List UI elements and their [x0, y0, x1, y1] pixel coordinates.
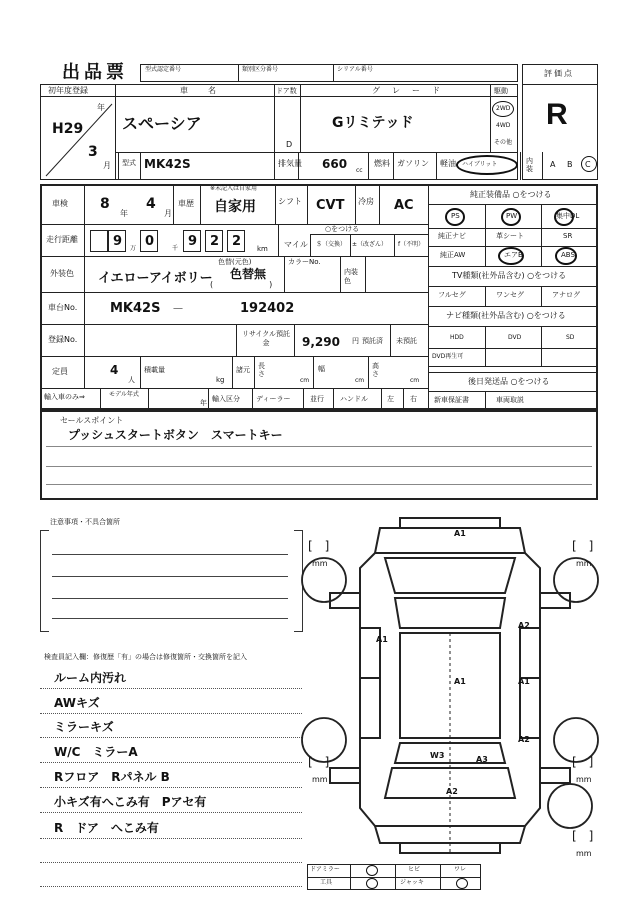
- footer-mirror-circle: [366, 865, 378, 876]
- mileage-man: 万: [130, 245, 137, 252]
- footer-crack: ヒビ: [408, 866, 421, 873]
- oem-navi: 純正ナビ: [438, 232, 466, 240]
- chassis-model: MK42S: [110, 301, 161, 316]
- note-line-1: ルーム内汚れ: [54, 671, 127, 685]
- oem-abs-circle: [555, 247, 577, 265]
- sales-point-text: プッシュスタートボタン スマートキー: [68, 428, 283, 442]
- displacement-label: 排気量: [278, 159, 302, 168]
- drive-other: その他: [494, 139, 513, 146]
- tire-mm-fr: mm: [576, 559, 592, 568]
- oem-airbag-circle: [498, 247, 524, 265]
- chassis-label: 車台No.: [48, 303, 78, 312]
- history-note: ※未記入は自家用: [210, 185, 258, 192]
- handle-right: 右: [410, 395, 417, 403]
- recycle-value: 9,290: [302, 335, 340, 349]
- note-line-6: 小キズ有へこみ有 Pアセ有: [54, 795, 207, 809]
- tire-mm-fl: mm: [312, 559, 328, 568]
- tire-bracket-rr: [ ]: [572, 755, 594, 769]
- import-dealer: ディーラー: [256, 395, 291, 403]
- drive-label: 駆動: [494, 87, 508, 95]
- fuel-hybrid-circle: [456, 155, 518, 175]
- car-damage-diagram: [300, 508, 600, 868]
- import-parallel: 並行: [310, 395, 324, 403]
- tire-mm-rl: mm: [312, 775, 328, 784]
- recycle-label: リサイクル預託金: [241, 330, 291, 347]
- door-count-label: ドア数: [276, 87, 297, 95]
- width-label: 幅: [318, 365, 325, 373]
- inspection-label: 車検: [52, 199, 68, 208]
- handle-left: 左: [387, 395, 394, 403]
- tire-bracket-fr: [ ]: [572, 539, 594, 553]
- mileage-km: km: [257, 245, 268, 253]
- navi-sd: SD: [566, 334, 575, 341]
- recycle-unit: 円: [352, 337, 359, 345]
- displacement-value: 660: [322, 157, 348, 171]
- form-title: 出品票: [62, 62, 128, 83]
- note-line-7: R ドア へこみ有: [54, 821, 159, 835]
- recycle-deposited: 預託済: [362, 337, 383, 345]
- oem-title: 純正装備品 ○をつける: [470, 190, 552, 199]
- load-label: 積載量: [144, 366, 165, 374]
- footer-tools: 工具: [320, 879, 333, 886]
- meter-unknown: f（不明）: [398, 241, 425, 248]
- damage-label-right-side: A1: [518, 677, 530, 686]
- model-value: MK42S: [144, 157, 191, 171]
- capacity-value: 4: [110, 363, 119, 377]
- tv-analog: アナログ: [552, 291, 580, 299]
- oem-central-lock: 集中DL: [556, 212, 580, 220]
- grade-header: グ レ ー ド: [372, 86, 442, 95]
- grade-label: 評価点: [544, 69, 574, 78]
- meter-note: ○をつける: [325, 225, 360, 233]
- mileage-digit-2: 0: [145, 234, 155, 249]
- height-label: 高さ: [372, 362, 379, 378]
- door-value: D: [286, 140, 293, 149]
- oem-leather: 革シート: [496, 232, 524, 240]
- note-line-4: W/C ミラーA: [54, 745, 138, 759]
- height-unit: cm: [410, 377, 420, 384]
- grade-name-value: Gリミテッド: [332, 115, 414, 131]
- recycle-not-deposited: 未預託: [396, 337, 417, 345]
- repaint-label: 色替(元色): [218, 258, 252, 266]
- oem-airbag: エアB: [504, 251, 523, 259]
- inspection-year: 8: [100, 196, 110, 212]
- grade-value: R: [546, 98, 568, 131]
- sales-point-box: [40, 410, 598, 500]
- sales-point-label: セールスポイント: [60, 416, 124, 425]
- interior-label: 内装: [526, 157, 533, 173]
- tire-bracket-rl: [ ]: [308, 755, 330, 769]
- capacity-unit: 人: [128, 376, 135, 384]
- model-year-unit: 年: [200, 399, 207, 407]
- repaint-value: 色替無: [230, 267, 267, 281]
- handle-label: ハンドル: [340, 395, 368, 403]
- fuel-gasoline: ガソリン: [397, 159, 429, 168]
- registration-label: 登録No.: [48, 335, 78, 344]
- tire-bracket-spare: [ ]: [572, 829, 594, 843]
- load-unit: kg: [216, 376, 225, 384]
- mileage-sen: 千: [172, 245, 179, 252]
- mileage-digit-1: 9: [113, 234, 123, 249]
- later-warranty: 新車保証書: [434, 396, 469, 404]
- oem-ps: PS: [451, 212, 460, 220]
- footer-jack-circle: [456, 878, 468, 889]
- mileage-label: 走行距離: [46, 235, 78, 244]
- cooler-value: AC: [394, 198, 414, 213]
- form-id-box: [140, 64, 518, 82]
- caution-label: 注意事項・不具合箇所: [50, 518, 120, 526]
- fuel-hybrid: ハイブリット: [462, 161, 498, 168]
- year-unit: 年: [97, 103, 105, 112]
- exterior-value: イエローアイボリー: [98, 271, 213, 286]
- meter-exchange: ＄（交換）: [316, 241, 347, 248]
- footer-tools-circle: [366, 878, 378, 889]
- drive-2wd-circle: [492, 101, 514, 117]
- first-reg-month: 3: [88, 144, 98, 160]
- footer-break: ワレ: [454, 866, 467, 873]
- footer-door-mirror: ドアミラー: [310, 866, 340, 873]
- navi-dvd: DVD: [508, 334, 522, 341]
- note-line-5: Rフロア Rパネル B: [54, 770, 170, 784]
- model-year-label: モデル年式: [109, 391, 139, 398]
- note-line-2: AWキズ: [54, 696, 100, 710]
- later-title: 後日発送品 ○をつける: [468, 377, 550, 386]
- oem-pw-circle: [501, 208, 521, 226]
- interior-b: B: [567, 160, 573, 169]
- oem-abs: ABS: [561, 251, 575, 259]
- tire-bracket-fl: [ ]: [308, 539, 330, 553]
- damage-label-right-rear: A2: [518, 735, 530, 744]
- damage-label-rear-glass: W3: [430, 751, 445, 760]
- navi-title: ナビ種類(社外品含む) ○をつける: [446, 311, 566, 320]
- damage-label-front: A1: [454, 529, 466, 538]
- interior-c: C: [585, 160, 591, 169]
- capacity-label: 定員: [52, 367, 68, 376]
- fuel-label: 燃料: [374, 159, 390, 168]
- navi-hdd: HDD: [450, 334, 464, 341]
- shift-value: CVT: [316, 198, 345, 213]
- footer-jack: ジャッキ: [400, 879, 424, 886]
- serial-no-label: シリアル番号: [337, 66, 373, 73]
- drive-2wd: 2WD: [496, 105, 511, 112]
- inspection-year-unit: 年: [120, 209, 128, 218]
- width-unit: cm: [355, 377, 365, 384]
- repaint-paren: ( ): [210, 280, 273, 289]
- inspector-label: 検査員記入欄：修復歴「有」の場合は修復箇所・交換箇所を記入: [44, 653, 247, 661]
- chassis-dash: －: [172, 302, 185, 316]
- length-unit: cm: [300, 377, 310, 384]
- fuel-diesel: 軽油: [440, 159, 456, 168]
- oem-sr: SR: [563, 232, 573, 240]
- import-label: 輸入車のみ⇒: [44, 393, 85, 401]
- later-manual: 車両取説: [496, 396, 524, 404]
- note-line-3: ミラーキズ: [54, 720, 114, 734]
- first-reg-year: H29: [52, 121, 84, 137]
- type-cert-label: 型式認定番号: [145, 66, 182, 73]
- chassis-number: 192402: [240, 301, 295, 316]
- mileage-digit-0: [90, 230, 108, 252]
- tire-mm-rr: mm: [576, 775, 592, 784]
- history-label: 車歴: [178, 199, 194, 208]
- meter-tampered: ±（改ざん）: [352, 241, 388, 248]
- oem-central-lock-circle: [554, 208, 574, 226]
- oem-aw: 純正AW: [440, 251, 466, 259]
- tv-title: TV種類(社外品含む) ○をつける: [452, 271, 567, 280]
- shift-label: シフト: [278, 197, 302, 206]
- dims-label: 諸元: [236, 366, 250, 374]
- meter-mile: マイル: [284, 240, 308, 249]
- cooler-label: 冷房: [358, 197, 374, 206]
- dvd-playback: DVD再生可: [432, 353, 464, 360]
- class-no-label: 類別区分番号: [242, 66, 279, 73]
- interior-a: A: [550, 160, 556, 169]
- oem-ps-circle: [445, 208, 465, 226]
- car-name-value: スペーシア: [122, 114, 202, 133]
- length-label: 長さ: [258, 362, 265, 378]
- first-reg-label: 初年度登録: [48, 86, 88, 95]
- mileage-digit-3: 9: [188, 234, 198, 249]
- interior-color-label: 内装色: [344, 268, 358, 285]
- tire-mm-spare: mm: [576, 849, 592, 858]
- displacement-unit: cc: [356, 167, 363, 174]
- tv-one: ワンセグ: [496, 291, 524, 299]
- tv-full: フルセグ: [438, 291, 466, 299]
- exterior-label: 外装色: [50, 269, 74, 278]
- damage-label-left-front: A1: [376, 635, 388, 644]
- history-value: 自家用: [214, 199, 256, 215]
- import-type-label: 輸入区分: [212, 395, 240, 403]
- color-no-label: カラーNo.: [288, 258, 321, 266]
- month-unit: 月: [103, 161, 111, 170]
- model-label: 型式: [122, 159, 136, 167]
- interior-c-circle: [581, 156, 597, 172]
- damage-label-rear-bumper: A2: [446, 787, 458, 796]
- damage-label-roof: A1: [454, 677, 466, 686]
- inspection-month: 4: [146, 196, 156, 212]
- damage-label-rear-door: A3: [476, 755, 488, 764]
- damage-label-right-front: A2: [518, 621, 530, 630]
- oem-pw: PW: [506, 212, 518, 220]
- car-name-label: 車 名: [180, 86, 222, 95]
- mileage-digit-5: 2: [232, 234, 242, 249]
- inspection-month-unit: 月: [164, 209, 172, 218]
- drive-4wd: 4WD: [496, 122, 511, 129]
- mileage-digit-4: 2: [210, 234, 220, 249]
